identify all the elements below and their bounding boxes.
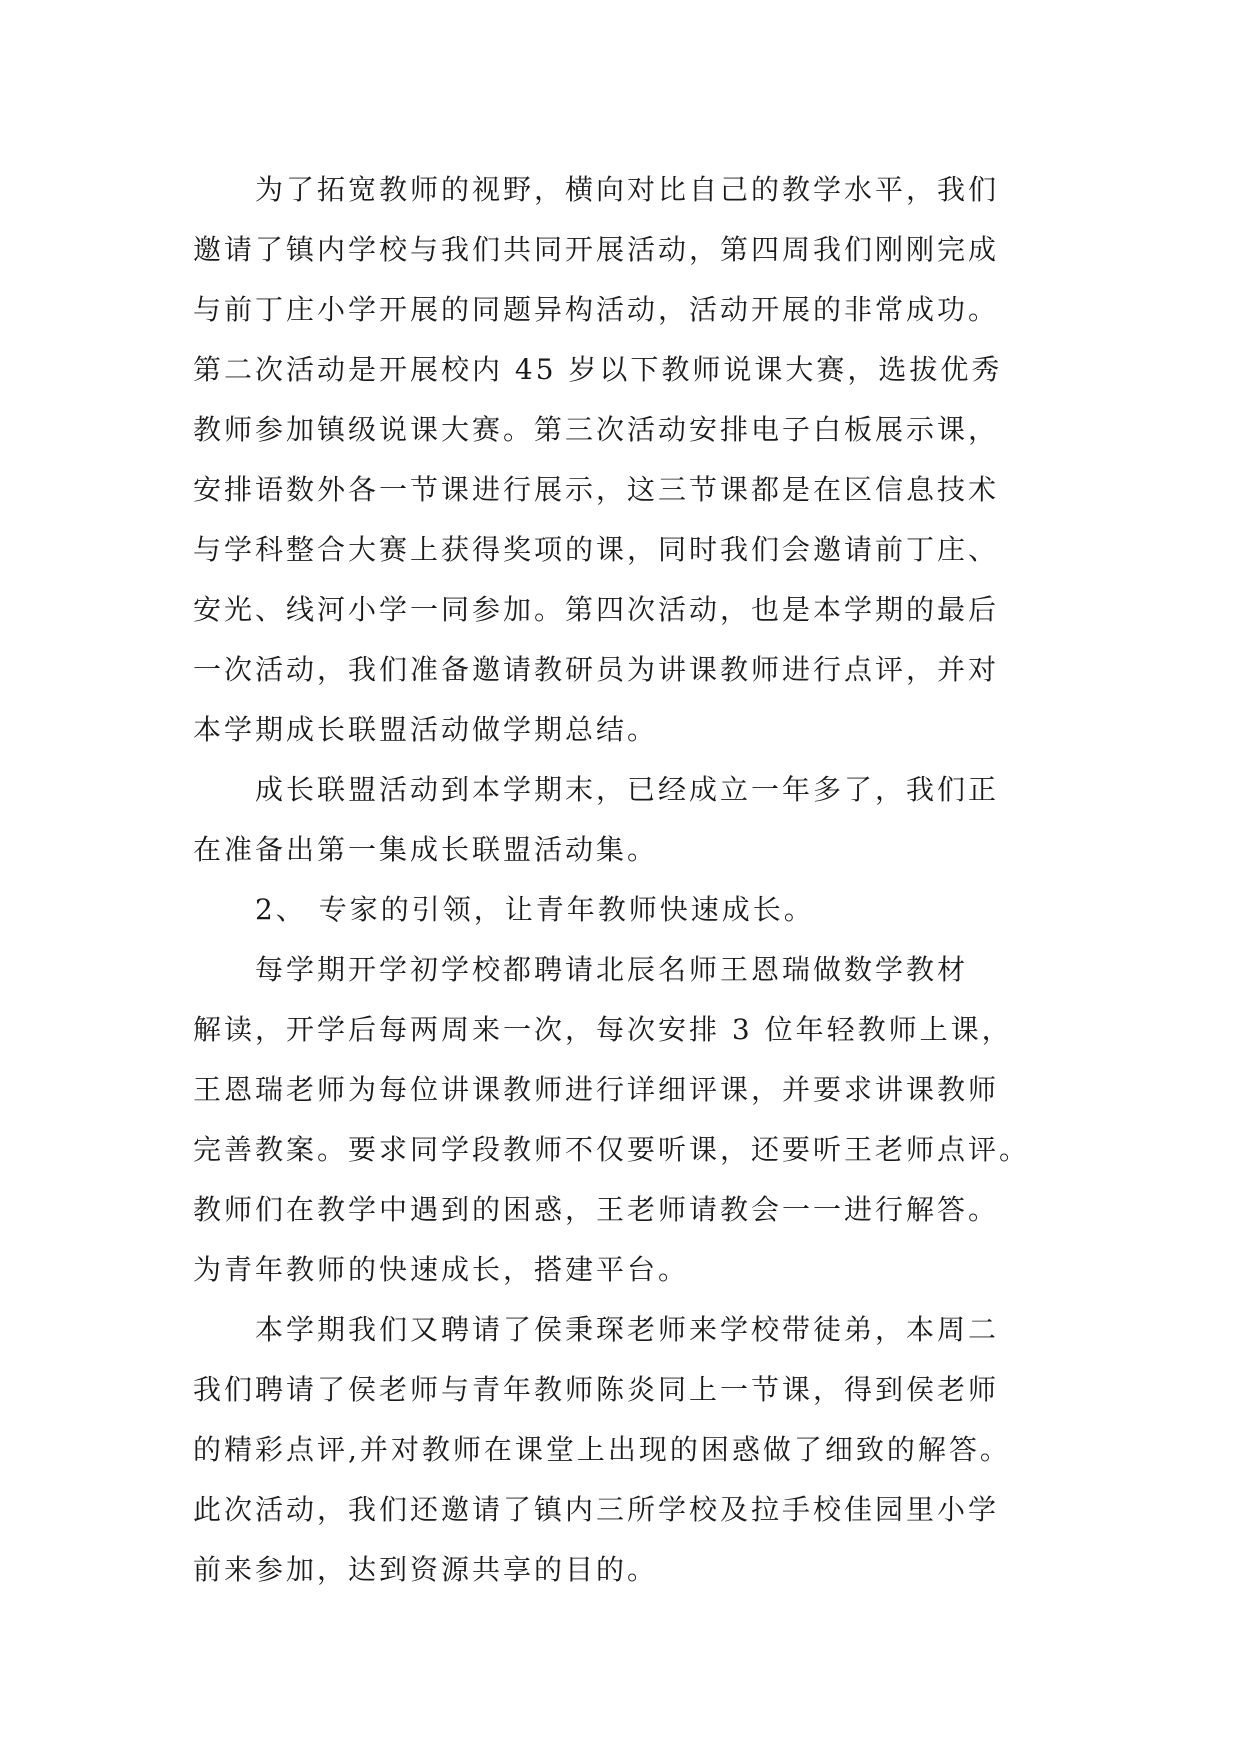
text-line: 每学期开学初学校都聘请北辰名师王恩瑞做数学教材 <box>255 953 969 986</box>
text-line: 本学期我们又聘请了侯秉琛老师来学校带徒弟，本周二 <box>255 1313 1000 1346</box>
text-line: 教师们在教学中遇到的困惑，王老师请教会一一进行解答。 <box>193 1193 1000 1226</box>
text-line: 教师参加镇级说课大赛。第三次活动安排电子白板展示课， <box>193 413 1000 446</box>
text-line: 一次活动，我们准备邀请教研员为讲课教师进行点评，并对 <box>193 653 1000 686</box>
text-line: 为了拓宽教师的视野，横向对比自己的教学水平，我们 <box>255 173 1000 206</box>
section-heading <box>193 880 1053 940</box>
text-line: 此次活动，我们还邀请了镇内三所学校及拉手校佳园里小学 <box>193 1493 1000 1526</box>
paragraph <box>193 160 1053 760</box>
text-line: 的精彩点评,并对教师在课堂上出现的困惑做了细致的解答。 <box>193 1433 1011 1466</box>
text-line: 与前丁庄小学开展的同题异构活动，活动开展的非常成功。 <box>193 293 1000 326</box>
text-line: 在准备出第一集成长联盟活动集。 <box>193 833 659 866</box>
text-line: 完善教案。要求同学段教师不仅要听课，还要听王老师点评。 <box>193 1133 1031 1166</box>
text-line: 前来参加，达到资源共享的目的。 <box>193 1553 659 1586</box>
text-line: 解读，开学后每两周来一次，每次安排 3 位年轻教师上课， <box>193 1013 1013 1046</box>
text-line: 邀请了镇内学校与我们共同开展活动，第四周我们刚刚完成 <box>193 233 1000 266</box>
text-line: 安光、线河小学一同参加。第四次活动，也是本学期的最后 <box>193 593 1000 626</box>
text-line: 王恩瑞老师为每位讲课教师进行详细评课，并要求讲课教师 <box>193 1073 1000 1106</box>
text-line: 本学期成长联盟活动做学期总结。 <box>193 713 659 746</box>
document-body <box>193 160 1053 1600</box>
text-line: 第二次活动是开展校内 45 岁以下教师说课大赛，选拔优秀 <box>193 353 1003 386</box>
text-line: 安排语数外各一节课进行展示，这三节课都是在区信息技术 <box>193 473 1000 506</box>
text-line: 与学科整合大赛上获得奖项的课，同时我们会邀请前丁庄、 <box>193 533 1000 566</box>
text-line: 为青年教师的快速成长，搭建平台。 <box>193 1253 690 1286</box>
paragraph <box>193 940 1053 1300</box>
text-line: 2、 专家的引领，让青年教师快速成长。 <box>255 893 815 926</box>
paragraph <box>193 760 1053 880</box>
text-line: 我们聘请了侯老师与青年教师陈炎同上一节课，得到侯老师 <box>193 1373 1000 1406</box>
text-line: 成长联盟活动到本学期末，已经成立一年多了，我们正 <box>255 773 1000 806</box>
paragraph <box>193 1300 1053 1600</box>
